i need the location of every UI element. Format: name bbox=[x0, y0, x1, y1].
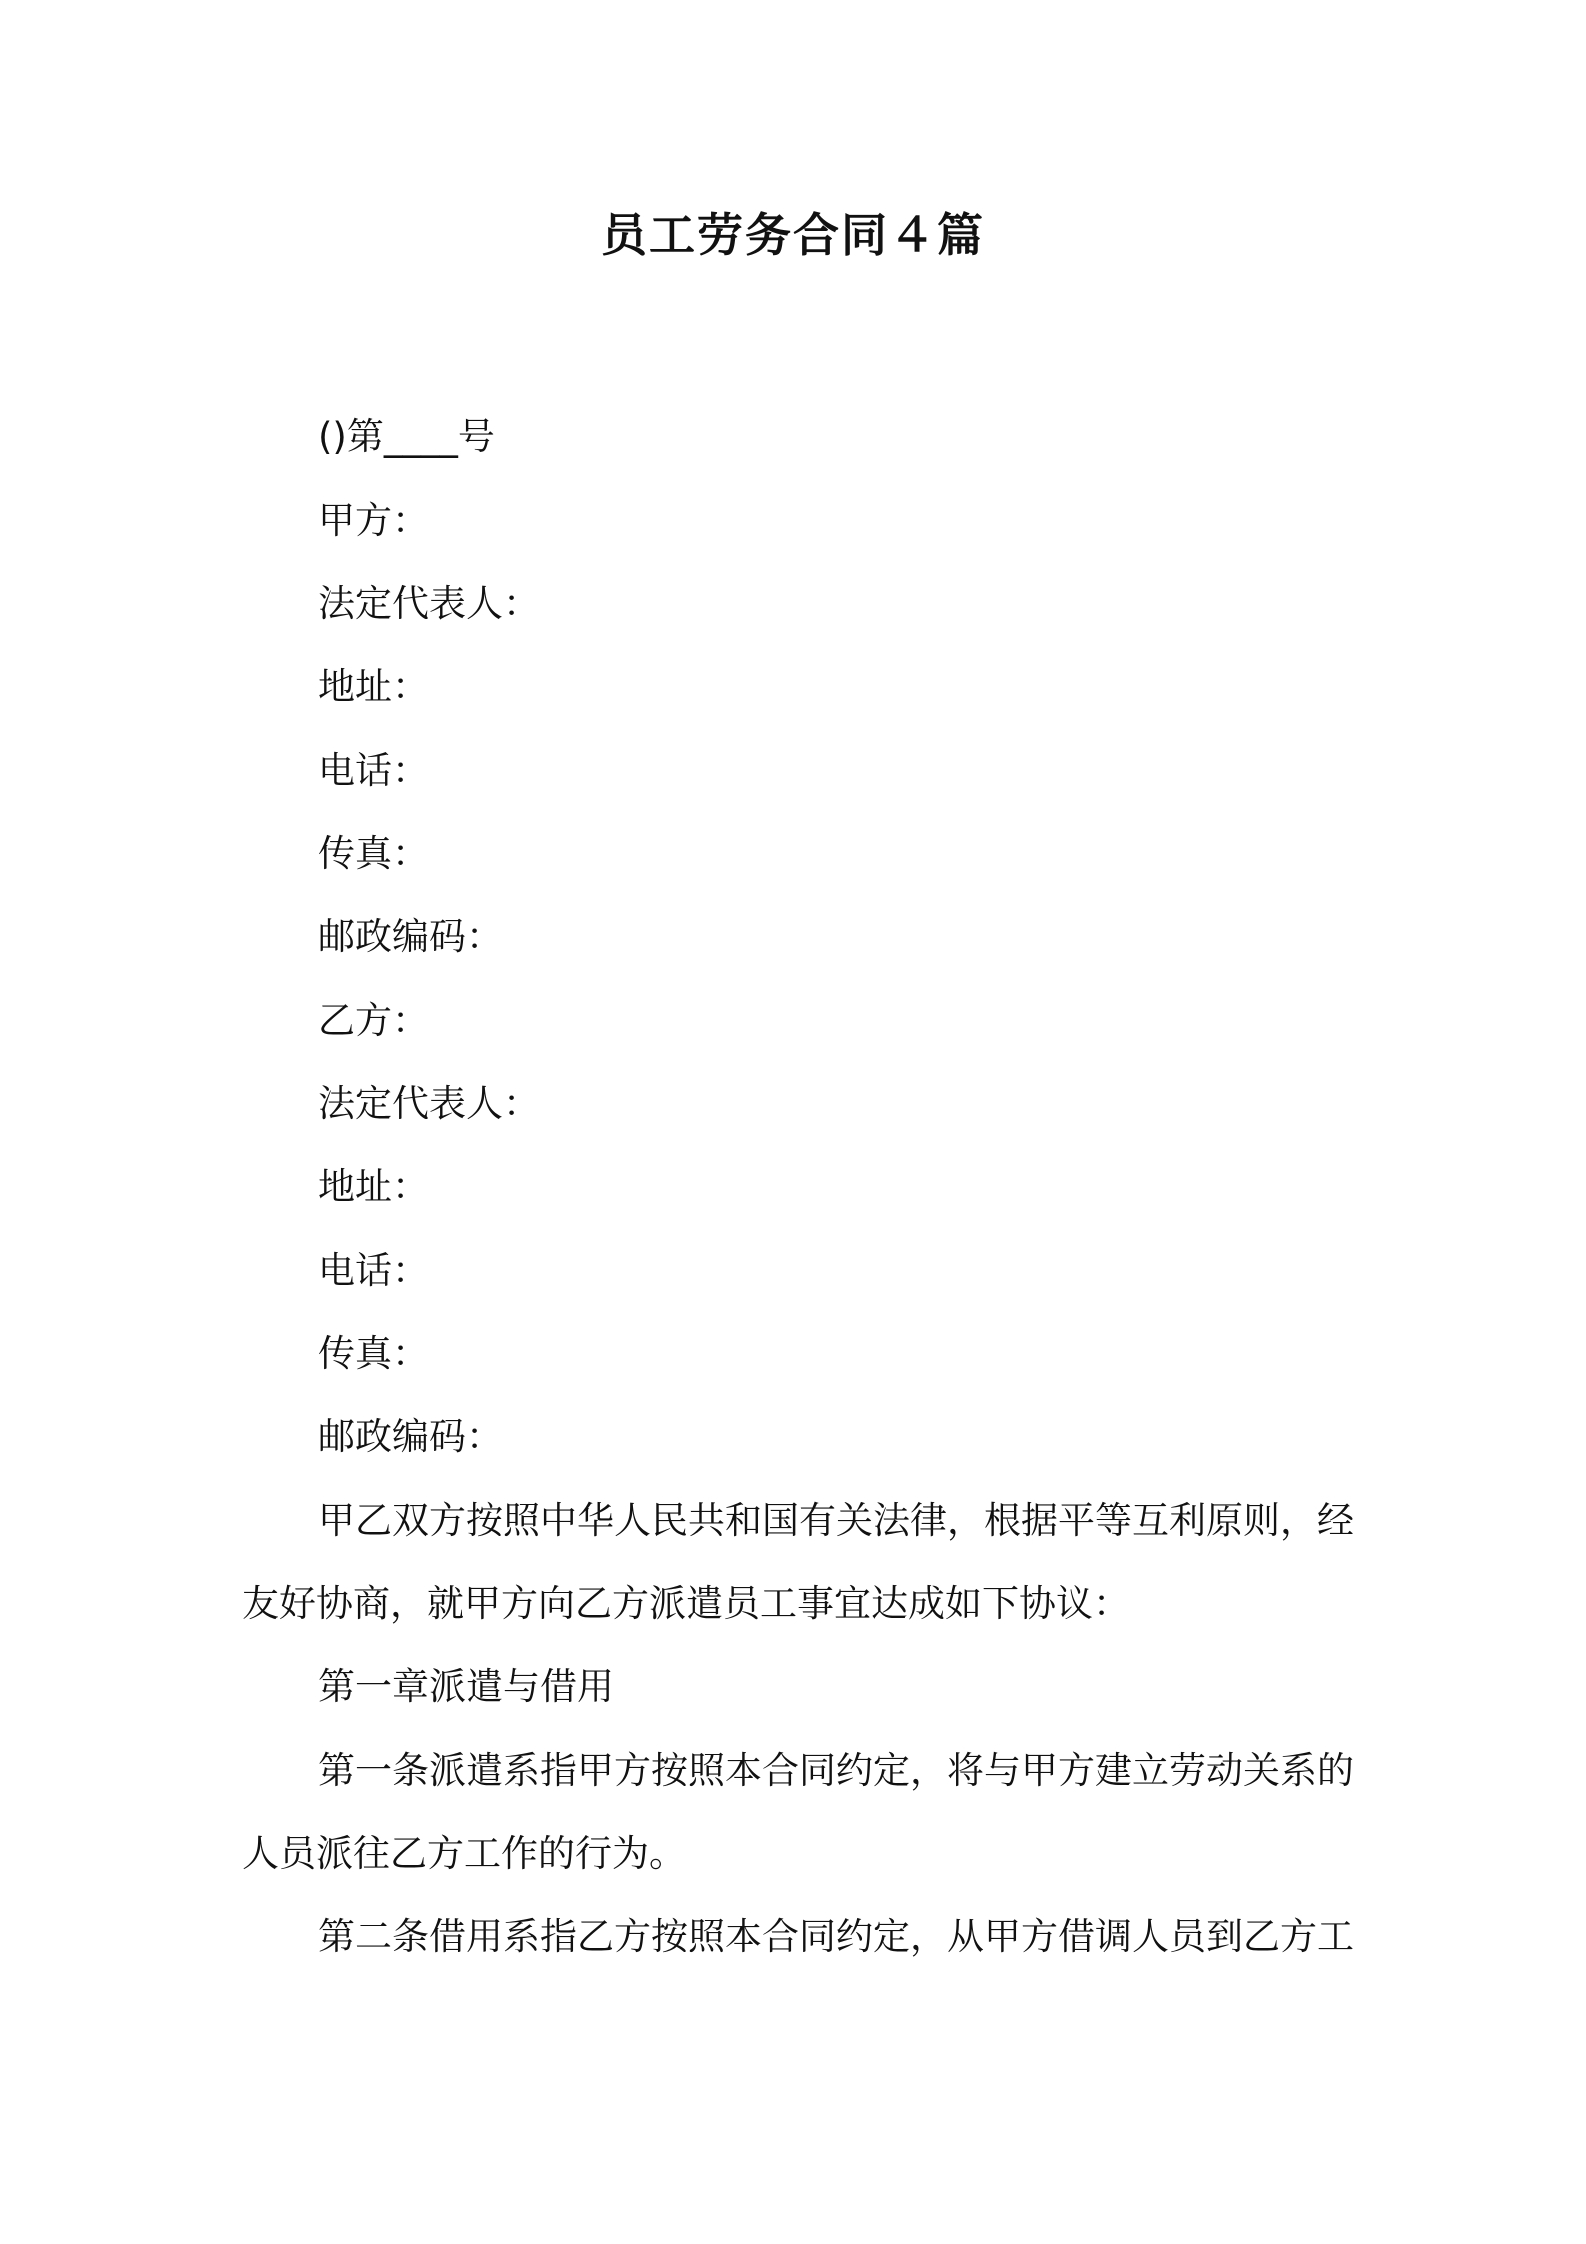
party-b-phone: 电话： bbox=[318, 1249, 429, 1292]
party-b-postcode: 邮政编码： bbox=[318, 1415, 503, 1458]
party-b-address: 地址： bbox=[318, 1165, 429, 1208]
party-a-fax: 传真： bbox=[318, 832, 429, 875]
chapter-1-heading: 第一章派遣与借用 bbox=[318, 1665, 614, 1708]
party-a-label: 甲方： bbox=[318, 499, 429, 542]
intro-paragraph-line-2: 友好协商，就甲方向乙方派遣员工事宜达成如下协议： bbox=[242, 1582, 1130, 1625]
article-1-line-2: 人员派往乙方工作的行为。 bbox=[242, 1832, 686, 1875]
article-2-line-1: 第二条借用系指乙方按照本合同约定，从甲方借调人员到乙方工 bbox=[318, 1915, 1354, 1958]
party-a-phone: 电话： bbox=[318, 749, 429, 792]
party-b-representative: 法定代表人： bbox=[318, 1082, 540, 1125]
party-a-postcode: 邮政编码： bbox=[318, 915, 503, 958]
party-a-representative: 法定代表人： bbox=[318, 582, 540, 625]
intro-paragraph-line-1: 甲乙双方按照中华人民共和国有关法律，根据平等互利原则，经 bbox=[318, 1499, 1354, 1542]
party-a-address: 地址： bbox=[318, 665, 429, 708]
document-title: 员工劳务合同４篇 bbox=[601, 208, 985, 262]
contract-number-line: ()第____号 bbox=[318, 415, 495, 458]
party-b-label: 乙方： bbox=[318, 999, 429, 1042]
party-b-fax: 传真： bbox=[318, 1332, 429, 1375]
article-1-line-1: 第一条派遣系指甲方按照本合同约定，将与甲方建立劳动关系的 bbox=[318, 1749, 1354, 1792]
